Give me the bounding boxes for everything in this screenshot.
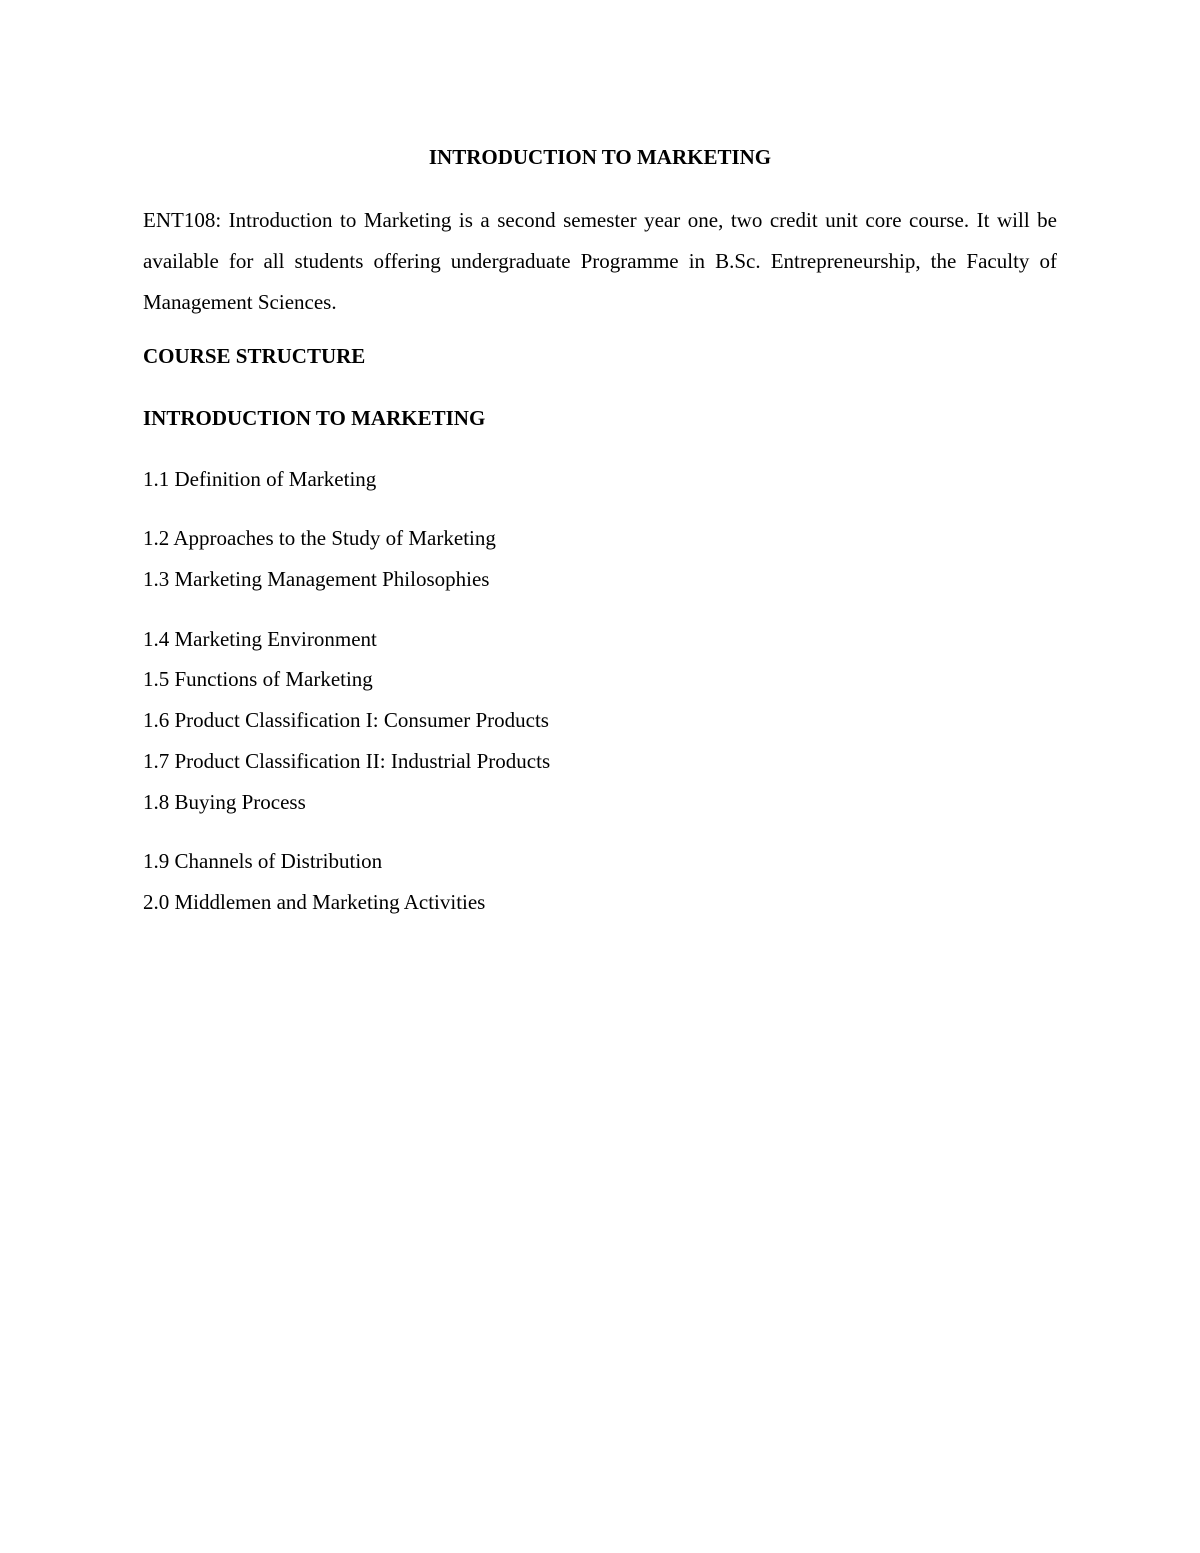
- document-title: INTRODUCTION TO MARKETING: [428, 145, 772, 169]
- topic-item: 1.8 Buying Process: [143, 790, 306, 814]
- course-structure-heading: COURSE STRUCTURE: [143, 344, 366, 368]
- topic-item: 1.9 Channels of Distribution: [143, 849, 383, 873]
- topic-item: 1.4 Marketing Environment: [143, 627, 377, 651]
- topic-item: 1.7 Product Classification II: Industrial Products: [143, 749, 551, 773]
- topic-item: 1.1 Definition of Marketing: [143, 467, 377, 491]
- topic-item: 2.0 Middlemen and Marketing Activities: [143, 890, 486, 914]
- topic-item: 1.3 Marketing Management Philosophies: [143, 567, 490, 591]
- topic-heading: INTRODUCTION TO MARKETING: [143, 406, 486, 430]
- topic-item: 1.2 Approaches to the Study of Marketing: [143, 526, 496, 550]
- topic-item: 1.5 Functions of Marketing: [143, 667, 373, 691]
- topic-item: 1.6 Product Classification I: Consumer Products: [143, 708, 549, 732]
- course-description: ENT108: Introduction to Marketing is a second semester year one, two credit unit core course. It will be available for all students offering undergraduate Programme in B.Sc. Entrepreneurship, the Faculty of Management Sciences.: [143, 208, 1057, 314]
